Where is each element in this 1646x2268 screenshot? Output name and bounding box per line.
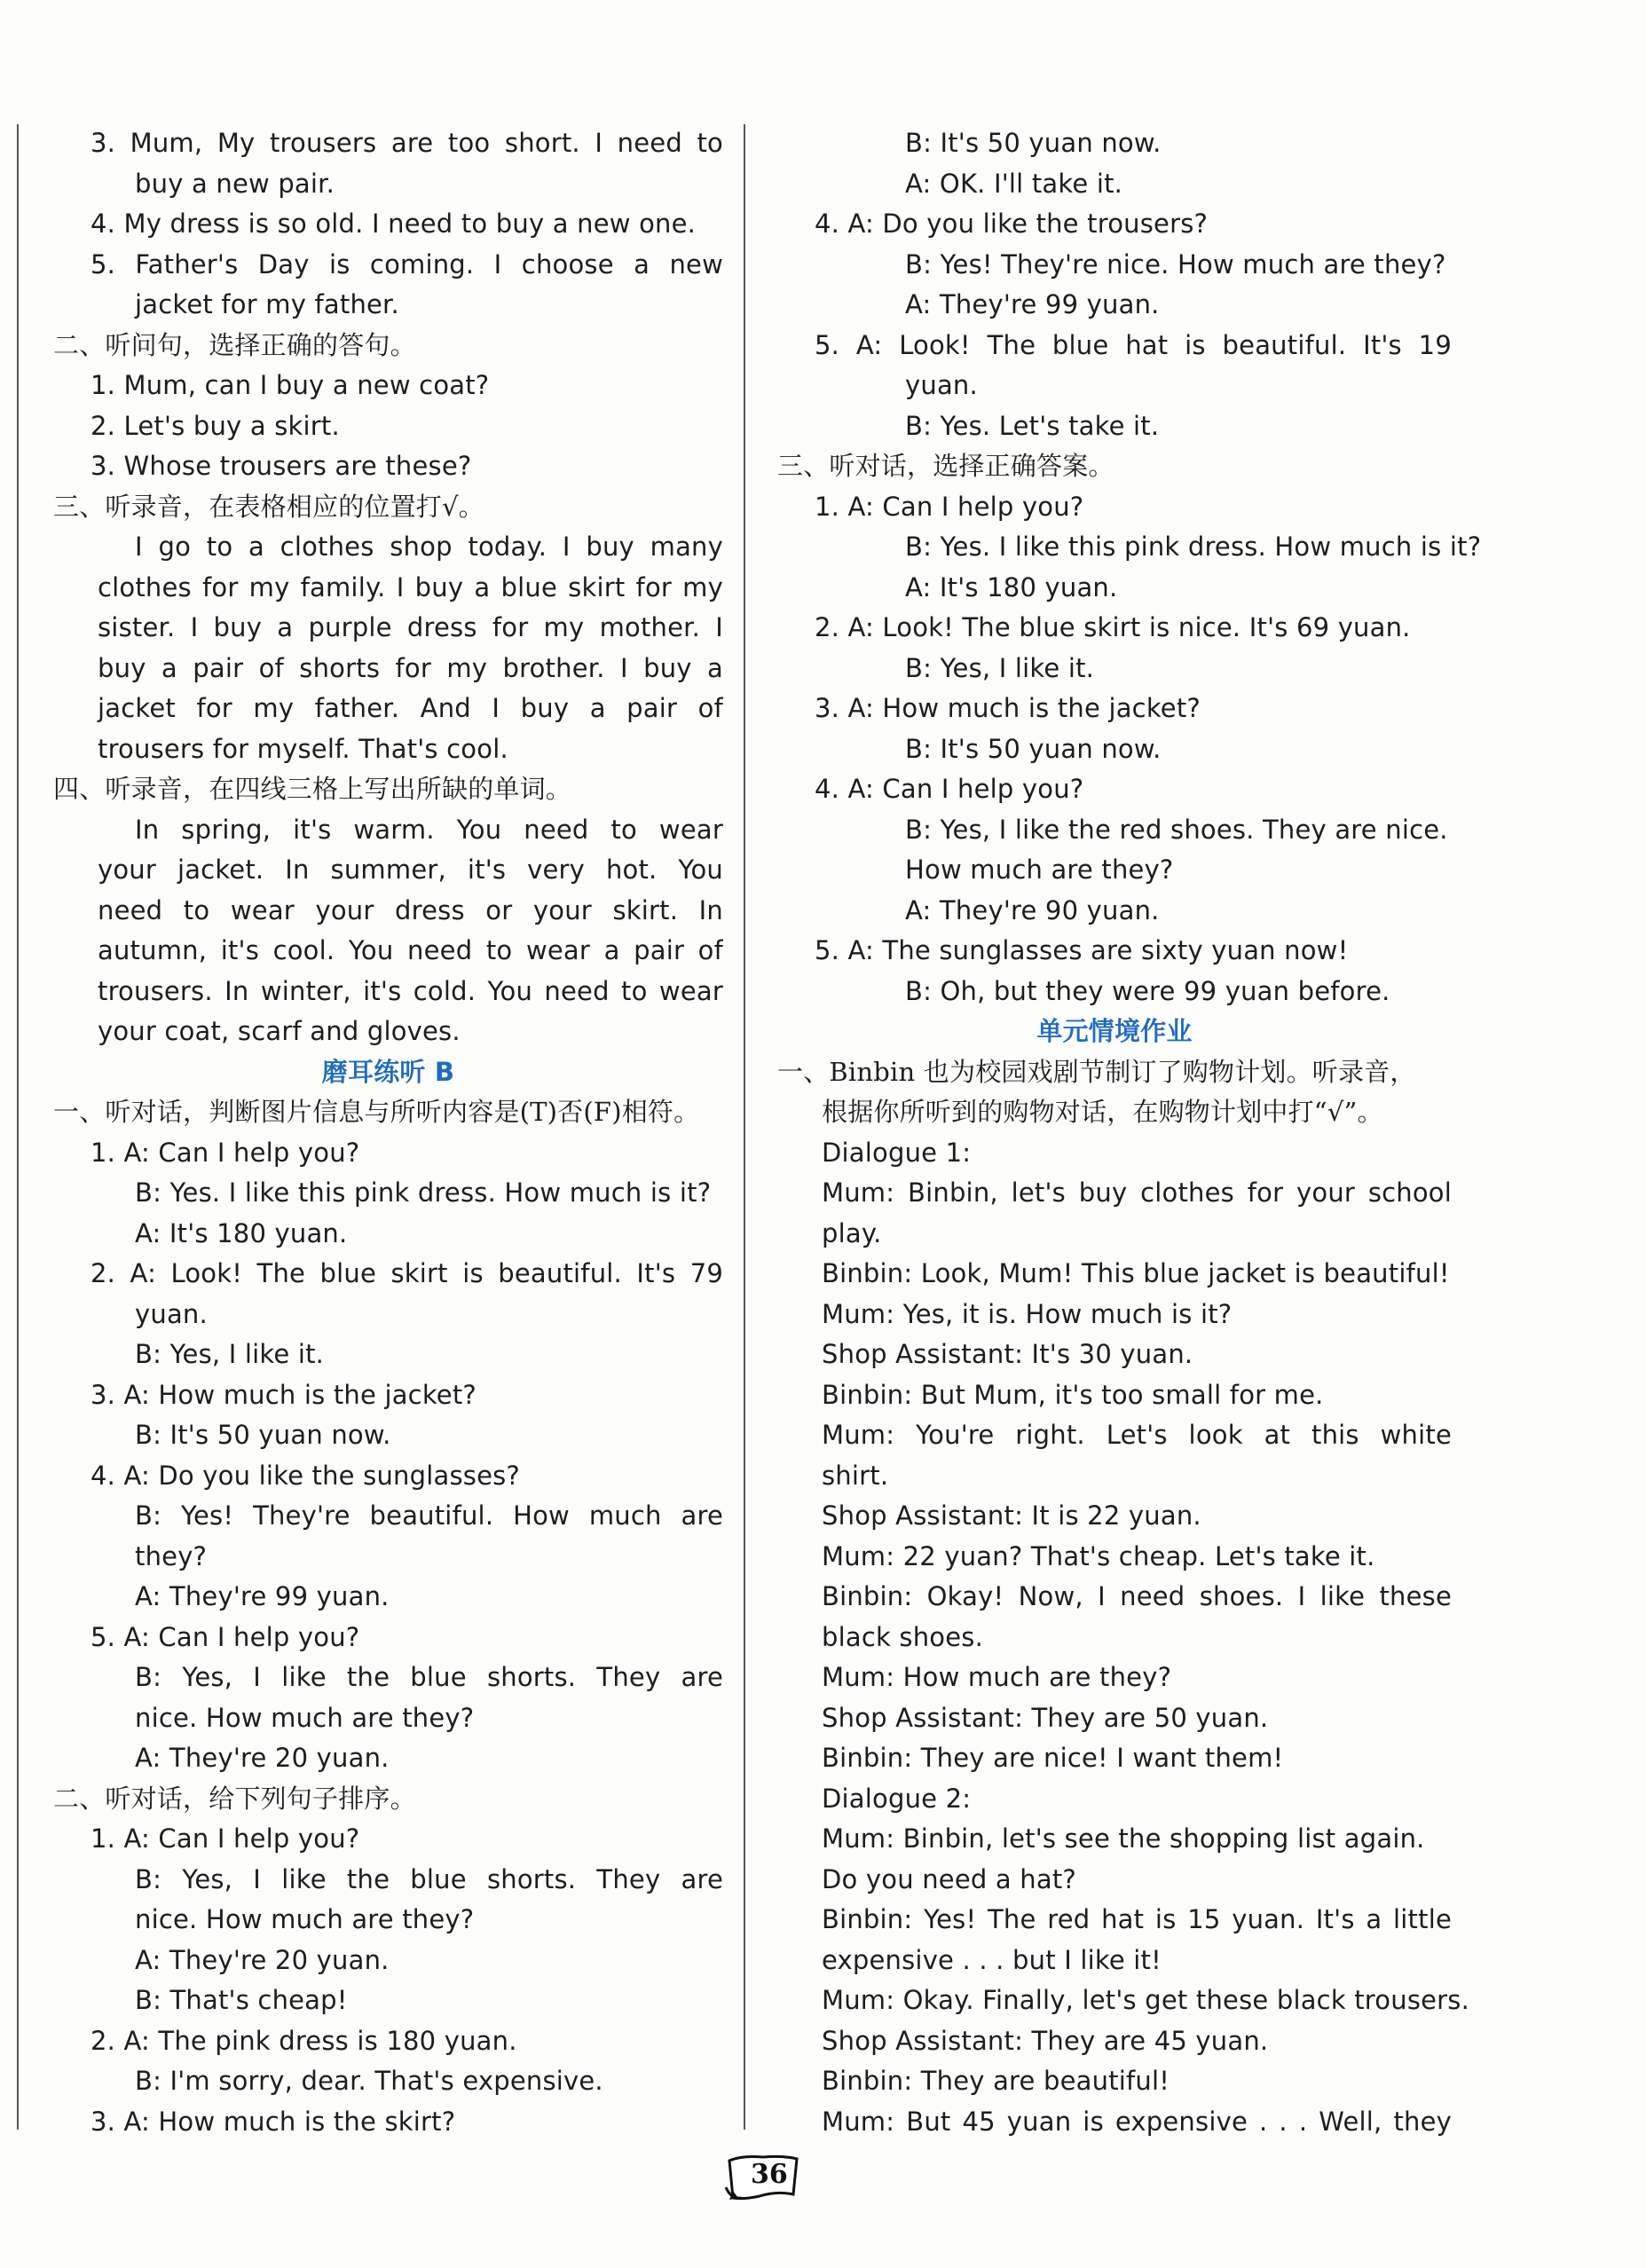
right-text-line: Binbin: Okay! Now, I need shoes. I like these (822, 1581, 1452, 1611)
left-text-line: B: Yes, I like it. (135, 1339, 325, 1369)
left-text-line: 2. Let's buy a skirt. (91, 410, 340, 441)
right-text-line: B: Yes. Let's take it. (905, 410, 1160, 441)
left-text-line: they? (135, 1540, 208, 1571)
left-text-line: yuan. (135, 1298, 208, 1329)
right-text-line: B: Yes, I like it. (905, 652, 1095, 683)
left-text-line: 2. A: The pink dress is 180 yuan. (91, 2025, 517, 2056)
column-divider (744, 124, 745, 2130)
left-text-line: jacket for my father. (135, 289, 399, 319)
right-text-line: Dialogue 1: (822, 1137, 972, 1168)
page-number-badge (724, 2152, 800, 2203)
left-text-line: nice. How much are they? (135, 1904, 475, 1934)
left-text-line: nice. How much are they? (135, 1702, 475, 1733)
exercise-instruction: 三、听对话，选择正确答案。 (777, 451, 1114, 481)
left-text-line: autumn, it's cool. You need to wear a pair of (98, 935, 723, 965)
exercise-instruction: 三、听录音，在表格相应的位置打√。 (53, 491, 484, 522)
right-text-line: Mum: Yes, it is. How much is it? (822, 1298, 1233, 1329)
right-text-line: 2. A: Look! The blue skirt is nice. It's 69 yuan. (815, 612, 1411, 642)
left-text-line: clothes for my family. I buy a blue skirt for my (98, 571, 723, 602)
right-text-line: Binbin: Yes! The red hat is 15 yuan. It's a little (822, 1904, 1452, 1934)
right-text-line: Mum: Okay. Finally, let's get these black trousers. (822, 1985, 1470, 2015)
right-text-line: B: It's 50 yuan now. (905, 128, 1162, 158)
right-text-line: Mum: But 45 yuan is expensive . . . Well, they (822, 2106, 1452, 2137)
right-text-line: play. (822, 1217, 882, 1248)
left-text-line: 5. A: Can I help you? (91, 1621, 360, 1652)
right-text-line: A: They're 90 yuan. (905, 894, 1160, 925)
right-text-line: How much are they? (905, 854, 1174, 885)
left-text-line: I go to a clothes shop today. I buy many (135, 532, 723, 562)
left-text-line: 4. My dress is so old. I need to buy a new one. (91, 209, 697, 239)
left-margin-rule (17, 124, 19, 2130)
right-text-line: Shop Assistant: It is 22 yuan. (822, 1500, 1201, 1531)
right-text-line: Mum: 22 yuan? That's cheap. Let's take it. (822, 1540, 1375, 1571)
left-text-line: your jacket. In summer, it's very hot. You (98, 854, 723, 885)
left-text-line: 3. Mum, My trousers are too short. I need to (91, 128, 723, 158)
left-text-line: sister. I buy a purple dress for my mother. I (98, 612, 723, 642)
left-text-line: 4. A: Do you like the sunglasses? (91, 1460, 521, 1491)
left-text-line: B: Yes, I like the blue shorts. They are (135, 1863, 723, 1894)
exercise-instruction: 一、听对话，判断图片信息与所听内容是(T)否(F)相符。 (53, 1097, 700, 1127)
right-text-line: 3. A: How much is the jacket? (815, 693, 1201, 723)
exercise-instruction: 根据你所听到的购物对话，在购物计划中打“√”。 (822, 1097, 1383, 1127)
left-text-line: 1. Mum, can I buy a new coat? (91, 370, 490, 400)
left-text-line: trousers. In winter, it's cold. You need to wear (98, 975, 723, 1006)
right-text-line: Do you need a hat? (822, 1863, 1076, 1894)
right-text-line: 1. A: Can I help you? (815, 491, 1084, 522)
left-text-line: 1. A: Can I help you? (91, 1823, 360, 1854)
page-number: 36 (751, 2159, 788, 2190)
right-text-line: Binbin: But Mum, it's too small for me. (822, 1379, 1324, 1410)
left-text-line: 1. A: Can I help you? (91, 1137, 360, 1168)
right-text-line: Binbin: They are beautiful! (822, 2066, 1170, 2096)
right-text-line: expensive . . . but I like it! (822, 1944, 1162, 1975)
exercise-instruction: 二、听对话，给下列句子排序。 (53, 1783, 416, 1814)
left-text-line: A: They're 20 yuan. (135, 1944, 390, 1975)
right-text-line: Mum: How much are they? (822, 1662, 1172, 1692)
right-text-line: B: Yes. I like this pink dress. How much is it? (905, 532, 1482, 562)
right-text-line: Dialogue 2: (822, 1783, 972, 1814)
left-text-line: 5. Father's Day is coming. I choose a new (91, 248, 723, 280)
left-text-line: buy a new pair. (135, 168, 335, 199)
right-text-line: black shoes. (822, 1621, 983, 1652)
right-text-line: B: Yes! They're nice. How much are they? (905, 248, 1446, 280)
right-text-line: Mum: Binbin, let's see the shopping list again. (822, 1823, 1425, 1854)
right-text-line: Mum: You're right. Let's look at this white (822, 1420, 1452, 1450)
left-text-line: B: It's 50 yuan now. (135, 1420, 391, 1450)
left-text-line: buy a pair of shorts for my brother. I buy a (98, 652, 723, 683)
right-text-line: 4. A: Can I help you? (815, 774, 1084, 804)
left-text-line: trousers for myself. That's cool. (98, 733, 508, 764)
left-text-line: your coat, scarf and gloves. (98, 1016, 461, 1046)
right-column (777, 123, 1482, 2142)
right-text-line: A: OK. I'll take it. (905, 168, 1123, 199)
right-text-line: Binbin: Look, Mum! This blue jacket is beautiful! (822, 1258, 1450, 1288)
left-column (53, 123, 723, 2142)
left-text-line: A: It's 180 yuan. (135, 1217, 348, 1248)
right-text-line: Binbin: They are nice! I want them! (822, 1743, 1284, 1773)
right-text-line: Shop Assistant: They are 50 yuan. (822, 1702, 1269, 1733)
right-text-line: 4. A: Do you like the trousers? (815, 209, 1209, 239)
left-text-line: In spring, it's warm. You need to wear (135, 814, 723, 845)
right-text-line: shirt. (822, 1460, 889, 1491)
left-text-line: 3. A: How much is the skirt? (91, 2106, 456, 2137)
left-text-line: 2. A: Look! The blue skirt is beautiful. It's 79 (91, 1258, 723, 1288)
left-text-line: jacket for my father. And I buy a pair of (98, 693, 723, 723)
left-text-line: B: Yes! They're beautiful. How much are (135, 1500, 723, 1531)
left-text-line: A: They're 20 yuan. (135, 1743, 390, 1773)
right-text-line: Shop Assistant: It's 30 yuan. (822, 1339, 1193, 1369)
left-text-line: A: They're 99 yuan. (135, 1581, 390, 1611)
right-text-line: A: They're 99 yuan. (905, 289, 1160, 319)
exercise-instruction: 二、听问句，选择正确的答句。 (53, 329, 416, 360)
right-text-line: B: Oh, but they were 99 yuan before. (905, 975, 1390, 1006)
left-text-line: B: Yes, I like the blue shorts. They are (135, 1662, 723, 1692)
left-text-line: B: Yes. I like this pink dress. How much is it? (135, 1177, 712, 1208)
left-text-line: 3. A: How much is the jacket? (91, 1379, 476, 1410)
section-heading: 磨耳练听 B (321, 1056, 455, 1087)
left-text-line: 3. Whose trousers are these? (91, 451, 472, 481)
left-text-line: need to wear your dress or your skirt. In (98, 894, 723, 925)
exercise-instruction: 四、听录音，在四线三格上写出所缺的单词。 (53, 774, 572, 804)
right-text-line: Shop Assistant: They are 45 yuan. (822, 2025, 1269, 2056)
right-text-line: 5. A: Look! The blue hat is beautiful. It's 19 (815, 329, 1452, 360)
right-text-line: Mum: Binbin, let's buy clothes for your school (822, 1177, 1452, 1208)
section-heading: 单元情境作业 (1036, 1016, 1193, 1046)
left-text-line: B: That's cheap! (135, 1985, 348, 2015)
right-text-line: A: It's 180 yuan. (905, 571, 1118, 602)
right-text-line: B: Yes, I like the red shoes. They are nice. (905, 814, 1448, 845)
exercise-instruction: 一、Binbin 也为校园戏剧节制订了购物计划。听录音， (777, 1056, 1416, 1087)
right-text-line: 5. A: The sunglasses are sixty yuan now! (815, 935, 1349, 965)
right-text-line: yuan. (905, 370, 978, 400)
right-text-line: B: It's 50 yuan now. (905, 733, 1162, 764)
left-text-line: B: I'm sorry, dear. That's expensive. (135, 2066, 603, 2096)
